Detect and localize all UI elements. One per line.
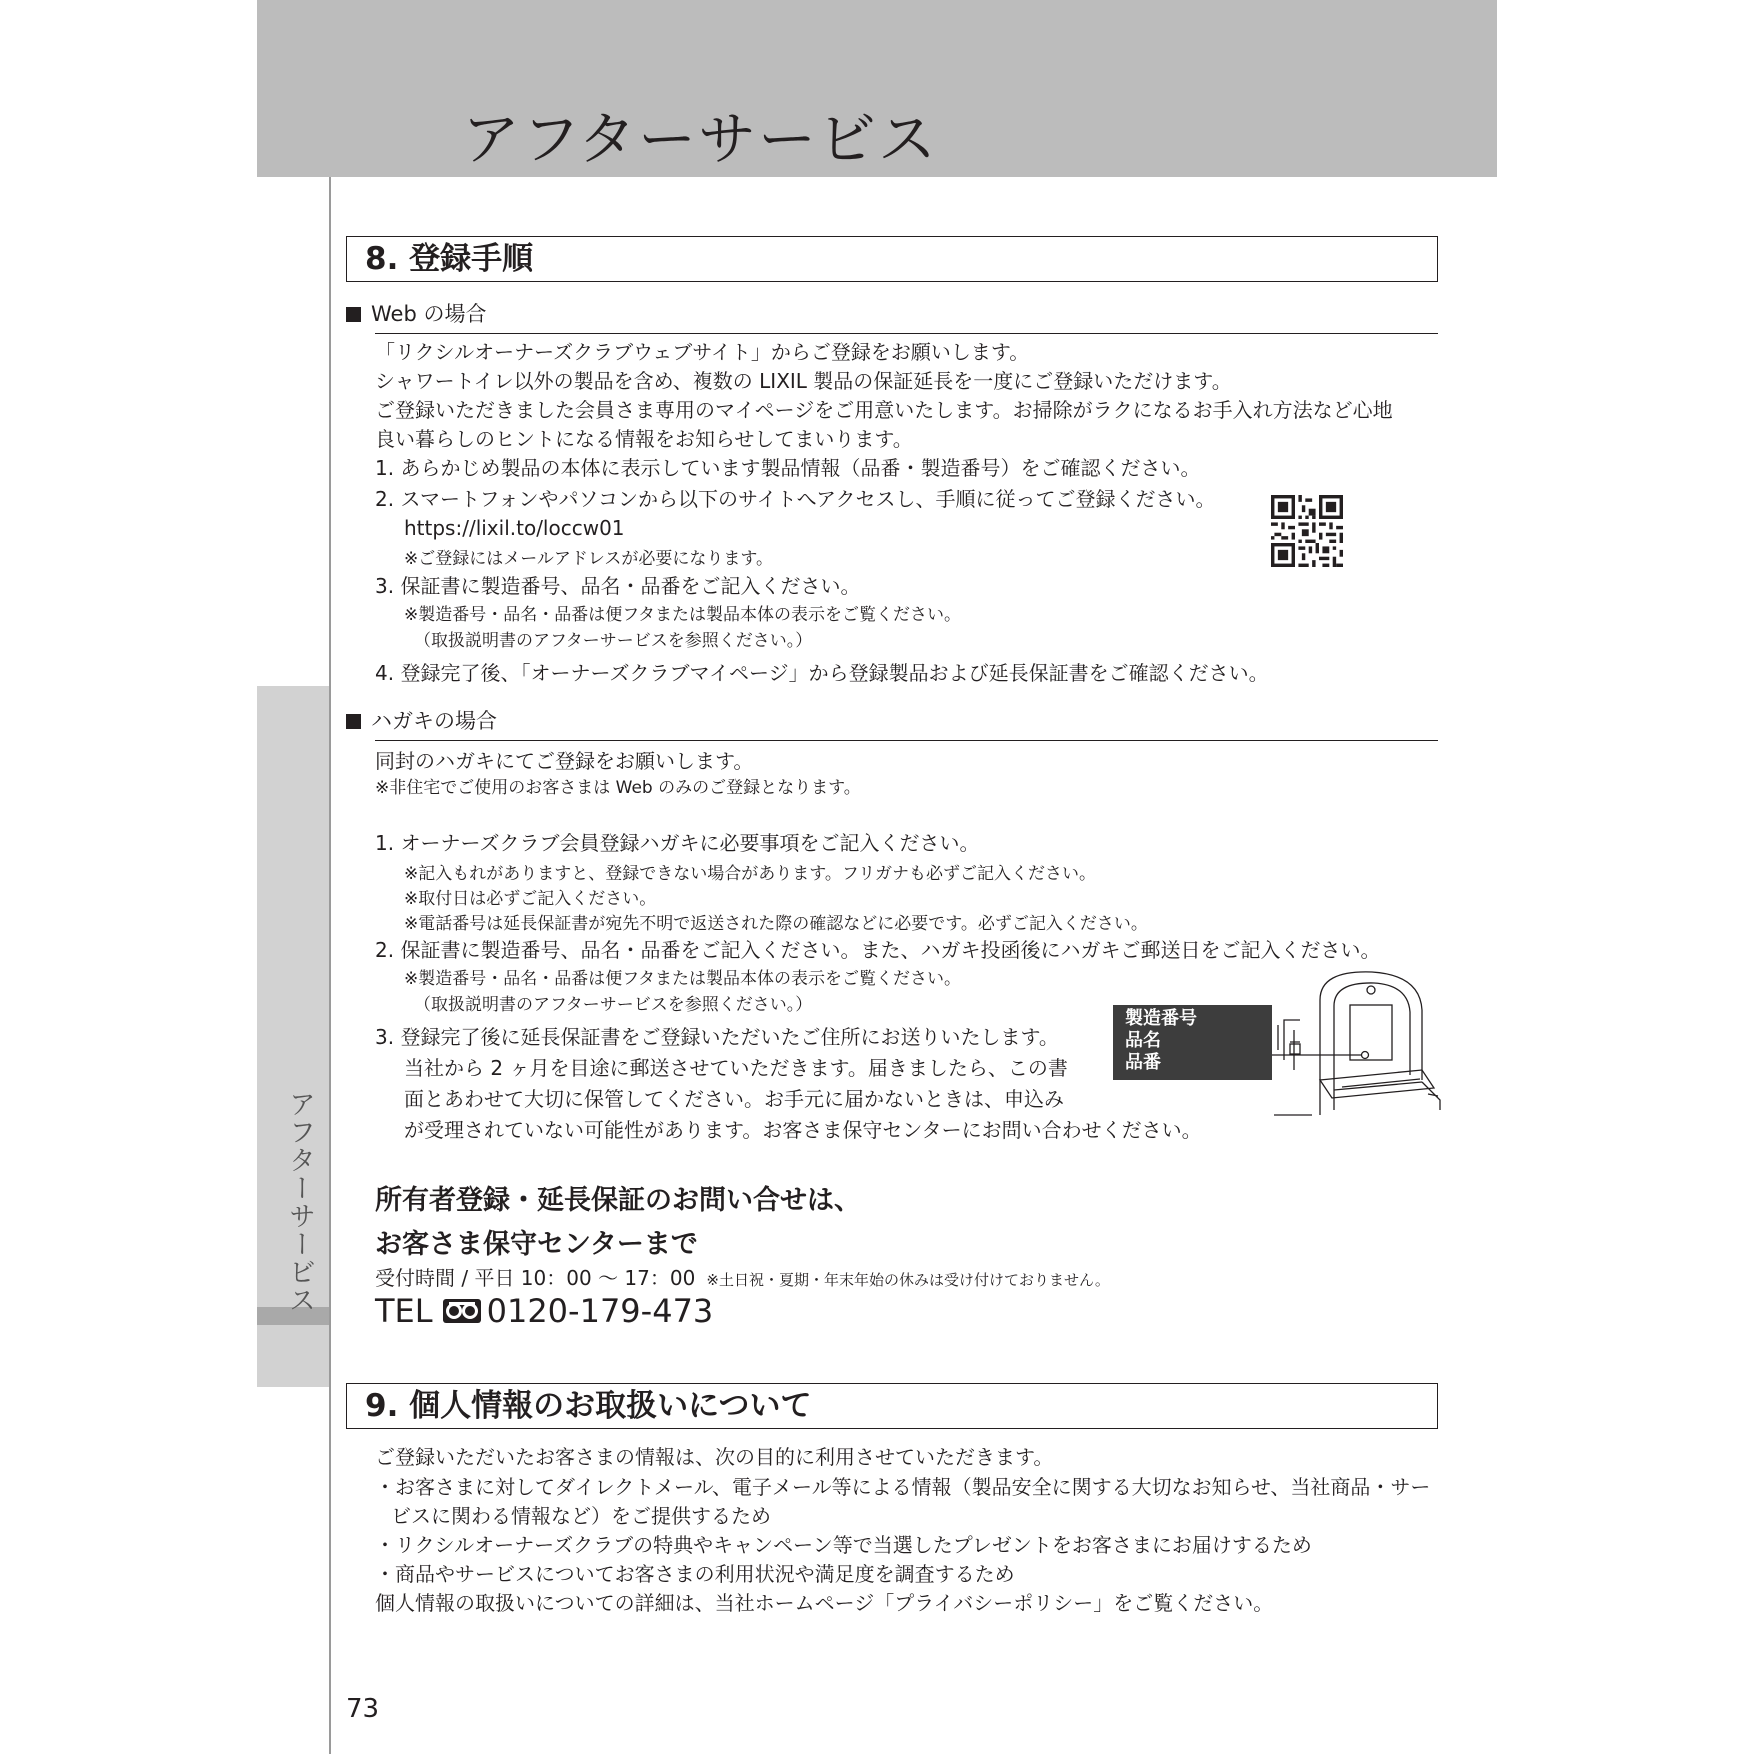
postcard-step2-note: （取扱説明書のアフターサービスを参照ください。） [414,995,813,1015]
square-bullet-icon [346,307,361,322]
label-product-name: 品名 [1125,1030,1161,1051]
web-step2-note: ※ご登録にはメールアドレスが必要になります。 [404,549,774,569]
web-step3-note: ※製造番号・品名・品番は便フタまたは製品本体の表示をご覧ください。 [404,605,962,625]
postcard-heading [346,705,497,735]
postcard-step3-line: 当社から 2 ヶ月を目途に郵送させていただきます。届きましたら、この書 [404,1056,1068,1080]
postcard-step3-line: 面とあわせて大切に保管してください。お手元に届かないときは、申込み [404,1087,1064,1111]
product-label-box [1113,1005,1272,1080]
postcard-heading-text: ハガキの場合 [371,709,497,733]
square-bullet-icon [346,714,361,729]
label-product-number: 品番 [1125,1052,1161,1073]
postcard-step1-note: ※取付日は必ずご記入ください。 [404,889,657,909]
web-step3-note: （取扱説明書のアフターサービスを参照ください。） [414,631,813,651]
privacy-line: ご登録いただいたお客さまの情報は、次の目的に利用させていただきます。 [375,1445,1054,1469]
section9-title: 9. 個人情報のお取扱いについて [346,1383,1438,1429]
contact-heading: 所有者登録・延長保証のお問い合せは、 [375,1185,861,1216]
contact-heading: お客さま保守センターまで [375,1229,698,1260]
toilet-illustration-icon [1272,970,1442,1120]
postcard-step1: 1. オーナーズクラブ会員登録ハガキに必要事項をご記入ください。 [375,831,980,855]
postcard-step1-note: ※記入もれがありますと、登録できない場合があります。フリガナも必ずご記入ください。 [404,864,1097,884]
business-hours [375,1262,1110,1291]
page-number: 73 [346,1694,380,1724]
privacy-bullet: ・お客さまに対してダイレクトメール、電子メール等による情報（製品安全に関する大切なお知らせ、当社商品・サー [375,1475,1431,1499]
web-heading-text: Web の場合 [371,302,487,326]
section8-title: 8. 登録手順 [346,236,1438,282]
web-heading [346,298,486,328]
free-dial-icon [443,1299,481,1323]
margin-line [329,177,331,1754]
hours-note: ※土日祝・夏期・年末年始の休みは受け付けておりません。 [706,1271,1110,1289]
web-step2: 2. スマートフォンやパソコンから以下のサイトへアクセスし、手順に従ってご登録ください。 [375,487,1216,511]
privacy-bullet: ・商品やサービスについてお客さまの利用状況や満足度を調査するため [375,1562,1015,1586]
web-step4: 4. 登録完了後、「オーナーズクラブマイページ」から登録製品および延長保証書をご確認ください。 [375,661,1269,685]
postcard-step1-note: ※電話番号は延長保証書が宛先不明で返送された際の確認などに必要です。必ずご記入ください。 [404,914,1148,934]
label-serial-number: 製造番号 [1125,1008,1197,1029]
hours-text: 受付時間 / 平日 10：00 ～ 17：00 [375,1266,696,1290]
postcard-step2-note: ※製造番号・品名・品番は便フタまたは製品本体の表示をご覧ください。 [404,969,962,989]
web-intro-line: ご登録いただきました会員さま専用のマイページをご用意いたします。お掃除がラクになるお手入れ方法など心地 [375,398,1393,422]
postcard-step3-line: が受理されていない可能性があります。お客さま保守センターにお問い合わせください。 [404,1118,1202,1142]
web-intro-line: 良い暮らしのヒントになる情報をお知らせしてまいります。 [375,427,913,451]
postcard-intro: 同封のハガキにてご登録をお願いします。 [375,749,754,773]
qr-code-icon[interactable] [1271,495,1343,567]
web-intro-line: 「リクシルオーナーズクラブウェブサイト」からご登録をお願いします。 [375,340,1030,364]
postcard-rule [375,740,1438,741]
privacy-policy-line: 個人情報の取扱いについての詳細は、当社ホームページ「プライバシーポリシー」をご覧ください。 [375,1591,1274,1615]
registration-url[interactable]: https://lixil.to/loccw01 [404,516,625,540]
tel-line [375,1292,713,1330]
tel-number[interactable]: 0120-179-473 [486,1292,714,1330]
web-intro-line: シャワートイレ以外の製品を含め、複数の LIXIL 製品の保証延長を一度にご登録いただけます。 [375,369,1232,393]
privacy-bullet-cont: ビスに関わる情報など）をご提供するため [391,1504,771,1528]
postcard-step2: 2. 保証書に製造番号、品名・品番をご記入ください。また、ハガキ投函後にハガキご郵送日をご記入ください。 [375,938,1381,962]
postcard-intro-note: ※非住宅でご使用のお客さまは Web のみのご登録となります。 [375,778,861,798]
postcard-step3: 3. 登録完了後に延長保証書をご登録いただいたご住所にお送りいたします。 [375,1025,1059,1049]
tel-label: TEL [375,1292,433,1330]
privacy-bullet: ・リクシルオーナーズクラブの特典やキャンペーン等で当選したプレゼントをお客さまにお届けするため [375,1533,1312,1557]
web-step1: 1. あらかじめ製品の本体に表示しています製品情報（品番・製造番号）をご確認ください。 [375,456,1201,480]
page-title: アフターサービス [462,105,938,173]
web-step3: 3. 保証書に製造番号、品名・品番をご記入ください。 [375,574,861,598]
web-rule [375,333,1438,334]
side-tab-label: アフターサービス [284,1090,315,1314]
